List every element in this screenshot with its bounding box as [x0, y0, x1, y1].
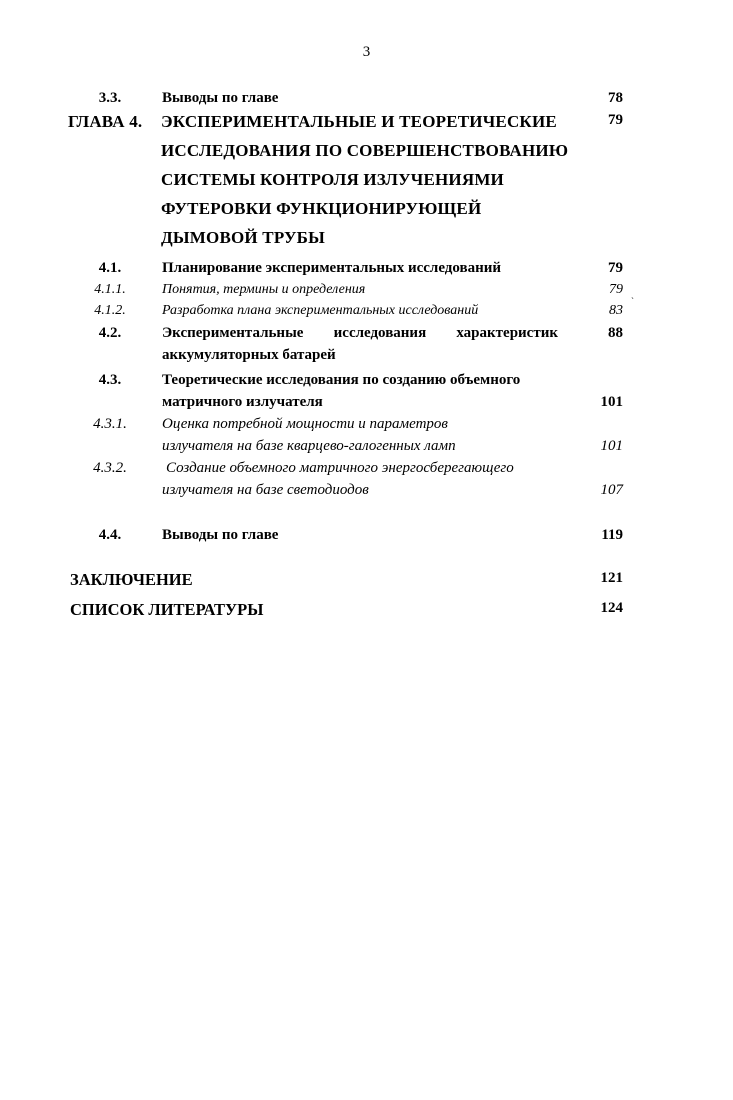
toc-entry-title-line: СИСТЕМЫ КОНТРОЛЯ ИЗЛУЧЕНИЯМИ — [161, 170, 504, 189]
toc-entry-title-line: излучателя на базе кварцево-галогенных ламп — [162, 438, 456, 454]
toc-entry-number: 4.3. — [98, 372, 122, 388]
toc-entry-title: Выводы по главе — [162, 527, 279, 543]
toc-entry-page: 79 — [608, 112, 623, 128]
toc-entry-title: Понятия, термины и определения — [162, 282, 366, 297]
toc-entry-page: 88 — [608, 325, 623, 341]
toc-entry-title-line: матричного излучателя — [162, 394, 323, 410]
toc-entry-page: 107 — [600, 482, 623, 498]
toc-entry-number: 4.1. — [98, 260, 122, 276]
toc-entry-page: 79 — [608, 260, 623, 276]
toc-entry-title-line: Создание объемного матричного энергосберегающего — [166, 460, 514, 476]
toc-entry-title: СПИСОК ЛИТЕРАТУРЫ — [70, 600, 264, 619]
toc-entry-title-line: аккумуляторных батарей — [162, 347, 336, 363]
toc-entry-page: 121 — [600, 570, 623, 586]
toc-entry-title-line: ИССЛЕДОВАНИЯ ПО СОВЕРШЕНСТВОВАНИЮ — [161, 141, 569, 160]
toc-entry-number: 4.1.1. — [94, 282, 126, 297]
toc-entry-page: 124 — [600, 600, 623, 616]
toc-entry-title: ЗАКЛЮЧЕНИЕ — [70, 570, 193, 589]
toc-entry-page: 79 — [609, 282, 623, 297]
toc-entry-number: 4.1.2. — [94, 303, 126, 318]
toc-entry-number: 4.3.1. — [93, 416, 127, 432]
toc-entry-title-line: ЭКСПЕРИМЕНТАЛЬНЫЕ И ТЕОРЕТИЧЕСКИЕ — [161, 112, 557, 131]
toc-entry-page: 83 — [609, 303, 623, 318]
toc-entry-number: 4.2. — [98, 325, 122, 341]
toc-entry-number: 4.3.2. — [93, 460, 127, 476]
toc-entry-page: 78 — [608, 90, 623, 106]
toc-entry-number: 4.4. — [98, 527, 122, 543]
toc-entry-number: ГЛАВА 4. — [68, 112, 143, 131]
toc-entry-title-line: Экспериментальные исследования характеристик — [162, 325, 558, 341]
page-number: 3 — [362, 44, 371, 60]
toc-entry-title-line: ФУТЕРОВКИ ФУНКЦИОНИРУЮЩЕЙ — [161, 199, 482, 218]
toc-entry-page: 119 — [601, 527, 623, 543]
toc-entry-title-line: Оценка потребной мощности и параметров — [162, 416, 448, 432]
scan-speck: ˋ — [631, 296, 634, 306]
toc-entry-number: 3.3. — [98, 90, 122, 106]
toc-entry-title: Разработка плана экспериментальных исследований — [162, 303, 479, 318]
toc-entry-title: Планирование экспериментальных исследований — [162, 260, 502, 276]
toc-entry-title-line: излучателя на базе светодиодов — [162, 482, 369, 498]
toc-entry-page: 101 — [600, 438, 623, 454]
toc-entry-page: 101 — [600, 394, 623, 410]
toc-entry-title-line: ДЫМОВОЙ ТРУБЫ — [161, 228, 326, 247]
toc-entry-title-line: Теоретические исследования по созданию объемного — [162, 372, 521, 388]
toc-entry-title: Выводы по главе — [162, 90, 279, 106]
